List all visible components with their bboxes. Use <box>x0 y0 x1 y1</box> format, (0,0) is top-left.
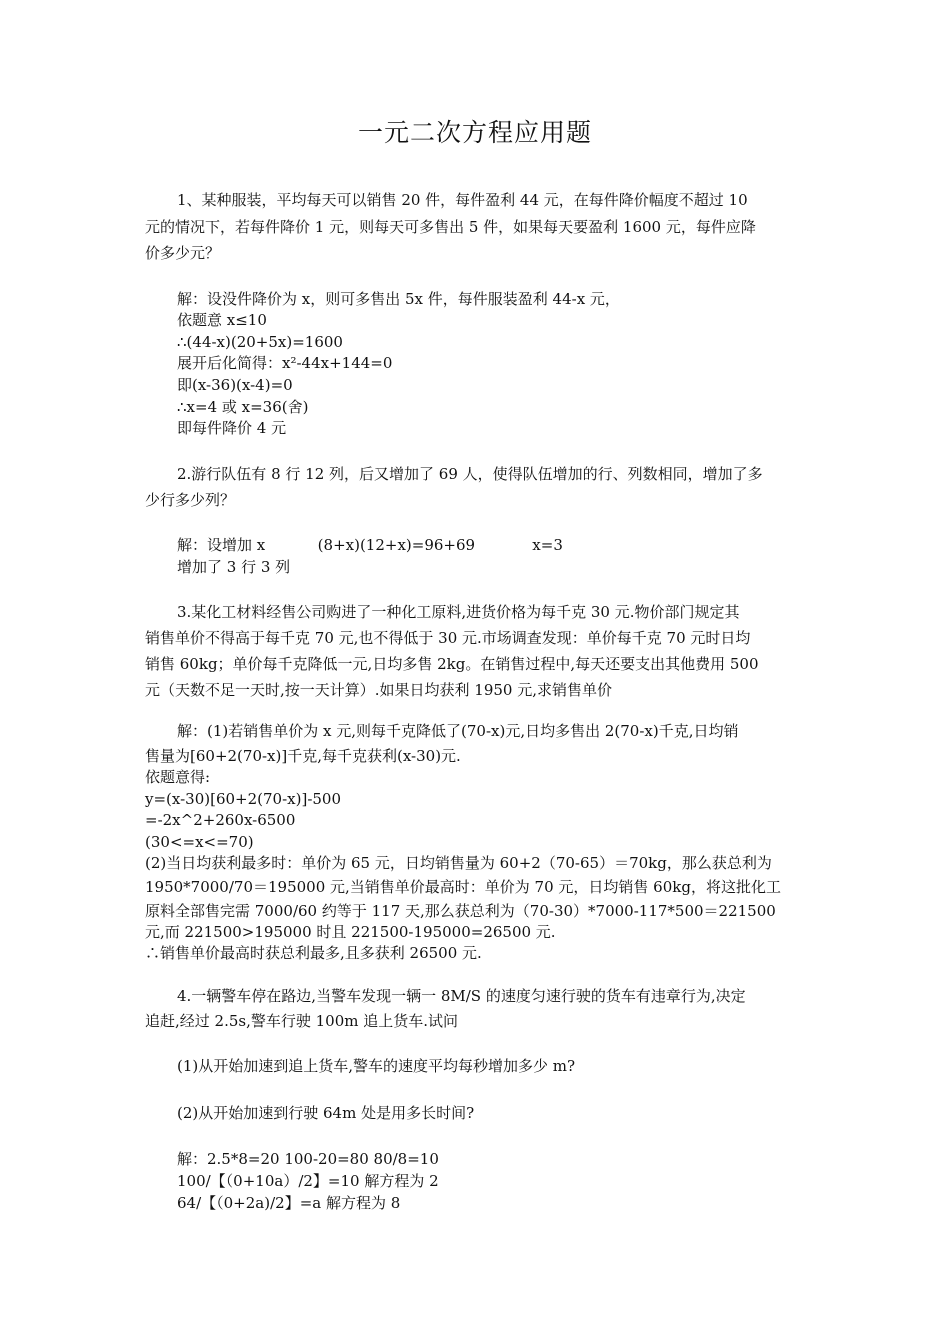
question-4-2: (2)从开始加速到行驶 64m 处是用多长时间? <box>177 1104 475 1122</box>
solution-3-line: ∴销售单价最高时获总利最多,且多获利 26500 元. <box>145 944 482 962</box>
problem-2-line: 少行多少列？ <box>145 491 236 509</box>
solution-4-line: 解：2.5*8=20 100-20=80 80/8=10 <box>177 1150 439 1168</box>
solution-4-line: 100/【（0+10a）/2】=10 解方程为 2 <box>177 1172 439 1190</box>
solution-3-line: 解：(1)若销售单价为 x 元,则每千克降低了(70-x)元,日均多售出 2(70-x)千克,日均销 <box>177 722 739 740</box>
solution-3-line: (2)当日均获利最多时：单价为 65 元，日均销售量为 60+2（70-65）＝70kg，那么获总利为 <box>145 854 772 872</box>
problem-3-line: 元（天数不足一天时,按一天计算）.如果日均获利 1950 元,求销售单价 <box>145 681 613 699</box>
solution-3-line: y=(x-30)[60+2(70-x)]-500 <box>145 790 342 808</box>
solution-4-line: 64/【（0+2a)/2】=a 解方程为 8 <box>177 1194 401 1212</box>
solution-1-line: 依题意 x≤10 <box>177 311 267 329</box>
solution-3-line: 售量为[60+2(70-x)]千克,每千克获利(x-30)元. <box>145 747 461 765</box>
solution-1-line: 展开后化简得：x²-44x+144=0 <box>177 354 393 372</box>
solution-1-line: 解：设没件降价为 x，则可多售出 5x 件，每件服装盈利 44-x 元， <box>177 290 620 308</box>
solution-1-line: ∴(44-x)(20+5x)=1600 <box>177 333 343 351</box>
problem-4-line: 追赶,经过 2.5s,警车行驶 100m 追上货车.试问 <box>145 1012 459 1030</box>
solution-3-line: 1950*7000/70＝195000 元,当销售单价最高时：单价为 70 元，日均销售 60kg，将这批化工 <box>145 878 781 896</box>
problem-3-line: 销售单价不得高于每千克 70 元,也不得低于 30 元.市场调查发现：单价每千克 70 元时日均 <box>145 629 751 647</box>
solution-3-line: 依题意得: <box>145 768 211 786</box>
solution-1-line: 即(x-36)(x-4)=0 <box>177 376 293 394</box>
solution-3-line: (30<=x<=70) <box>145 833 254 851</box>
solution-1-line: 即每件降价 4 元 <box>177 419 287 437</box>
problem-4-line: 4.一辆警车停在路边,当警车发现一辆一 8M/S 的速度匀速行驶的货车有违章行为,决定 <box>177 987 746 1005</box>
document-title: 一元二次方程应用题 <box>357 118 592 147</box>
problem-2-line: 2.游行队伍有 8 行 12 列，后又增加了 69 人，使得队伍增加的行、列数相同，增加了多 <box>177 465 763 483</box>
solution-2-line: 增加了 3 行 3 列 <box>177 558 291 576</box>
problem-1-line: 1、某种服装，平均每天可以销售 20 件，每件盈利 44 元，在每件降价幅度不超过 10 <box>177 191 748 209</box>
solution-2-line: 解：设增加 x (8+x)(12+x)=96+69 x=3 <box>177 536 563 554</box>
problem-3-line: 3.某化工材料经售公司购进了一种化工原料,进货价格为每千克 30 元.物价部门规定其 <box>177 603 740 621</box>
problem-3-line: 销售 60kg；单价每千克降低一元,日均多售 2kg。在销售过程中,每天还要支出其他费用 500 <box>145 655 759 673</box>
problem-1-line: 元的情况下，若每件降价 1 元，则每天可多售出 5 件，如果每天要盈利 1600 元，每件应降 <box>145 218 756 236</box>
solution-3-line: =-2x^2+260x-6500 <box>145 811 296 829</box>
solution-3-line: 原料全部售完需 7000/60 约等于 117 天,那么获总利为（70-30）*7000-117*500＝221500 <box>145 902 776 920</box>
solution-1-line: ∴x=4 或 x=36(舍) <box>177 398 309 416</box>
question-4-1: (1)从开始加速到追上货车,警车的速度平均每秒增加多少 m? <box>177 1057 576 1075</box>
problem-1-line: 价多少元？ <box>145 244 221 262</box>
solution-3-line: 元,而 221500>195000 时且 221500-195000=26500 元. <box>145 923 556 941</box>
